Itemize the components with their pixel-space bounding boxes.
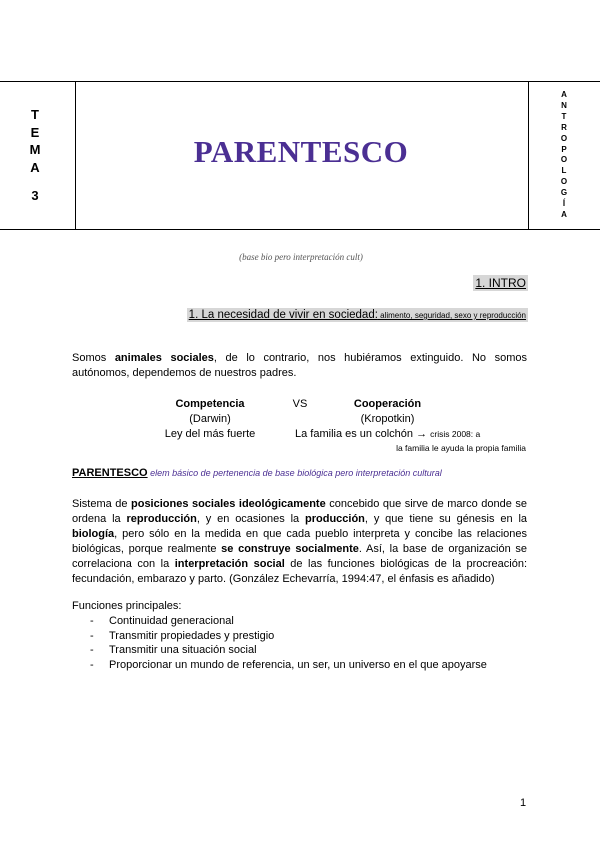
section-heading-intro: 1. INTRO <box>475 276 526 290</box>
subject-letter: R <box>561 122 567 132</box>
paragraph-definition <box>72 497 527 587</box>
paragraph-intro <box>72 351 527 381</box>
subject-letter: L <box>561 166 567 176</box>
subject-letter: G <box>560 188 568 198</box>
cooperacion-desc: La familia es un colchón <box>295 428 414 440</box>
emphasis: interpretación social <box>174 558 285 570</box>
list-item: - Proporcionar un mundo de referencia, un ser, un universo en el que apoyarse <box>90 658 487 673</box>
comparison-vs: VS <box>292 398 308 410</box>
tema-letter: M <box>29 142 41 157</box>
parentesco-label: PARENTESCO <box>72 467 148 479</box>
subject-letter: A <box>561 90 567 99</box>
tema-letter: A <box>30 159 40 175</box>
tema-label <box>26 106 44 205</box>
arrow: → <box>413 428 431 440</box>
subsection-note: alimento, seguridad, sexo y reproducción <box>377 311 526 320</box>
text: . Así, la base de organización se correlaciona con la <box>72 543 527 570</box>
list-item: - Continuidad generacional <box>90 614 487 629</box>
emphasis: posiciones sociales ideológicamente <box>131 498 326 510</box>
competencia-author: (Darwin) <box>189 413 231 425</box>
list-item: - Transmitir propiedades y prestigio <box>90 629 487 644</box>
emphasis: reproducción <box>126 513 197 525</box>
comparison-left <box>150 397 270 442</box>
text: , pero sólo en la medida en que cada pueblo interpreta y concibe las relaciones biológicas, porque realmente <box>72 528 527 555</box>
emphasis: se construye socialmente <box>221 543 359 555</box>
emphasis: animales sociales <box>114 352 214 364</box>
subject-letter: O <box>560 133 568 143</box>
page-title: PARENTESCO <box>193 134 409 169</box>
cooperacion-desc-line <box>295 427 480 442</box>
crisis-note: crisis 2008: a <box>430 429 481 439</box>
header-box <box>0 81 600 262</box>
emphasis: biología <box>72 528 115 540</box>
subject-letter: A <box>561 209 567 219</box>
text: de las funciones biológicas de la procreación: fecundación, embarazo y parto. (González Echevarría, 1994:47, el énfasis es añadido) <box>72 558 527 585</box>
text: , de lo contrario, nos hubiéramos extinguido. No somos autónomos, dependemos de nuestros padres. <box>72 352 527 379</box>
parentesco-definition <box>72 467 442 479</box>
subject-letter: Í <box>562 199 566 209</box>
subject-letter: O <box>560 177 568 187</box>
competencia-desc: Ley del más fuerte <box>164 428 256 440</box>
tema-letter: E <box>30 124 40 140</box>
text: , y en ocasiones la <box>196 513 306 525</box>
text: concebido que sirve de marco donde se ordena la <box>72 498 527 525</box>
parentesco-def: elem básico de pertenencia de base biológica pero interpretación cultural <box>147 468 442 478</box>
text: Somos <box>72 352 115 364</box>
cooperacion-author: (Kropotkin) <box>360 413 415 425</box>
subsection-main: 1. La necesidad de vivir en sociedad: <box>188 309 378 321</box>
subject-letter: O <box>560 155 568 165</box>
tema-number: 3 <box>31 188 39 203</box>
text: , y que tiene su génesis en la <box>364 513 528 525</box>
header-divider-right <box>528 82 529 229</box>
text: Sistema de <box>72 498 131 510</box>
subject-letter: P <box>561 144 567 154</box>
comparison-right <box>320 397 455 427</box>
competencia-title: Competencia <box>175 398 245 410</box>
functions-title: Funciones principales: <box>72 600 182 612</box>
list-item: - Transmitir una situación social <box>90 643 487 658</box>
subsection-heading <box>187 308 528 322</box>
crisis-note-2: la familia le ayuda la propia familia <box>396 443 526 453</box>
functions-list <box>90 614 487 672</box>
tema-letter: T <box>31 107 39 122</box>
subject-label <box>558 90 570 221</box>
page-subtitle: (base bio pero interpretación cult) <box>239 252 363 262</box>
page-number: 1 <box>520 797 527 809</box>
emphasis: producción <box>305 513 365 525</box>
subject-letter: N <box>561 100 567 110</box>
cooperacion-title: Cooperación <box>353 398 422 410</box>
subject-letter: T <box>561 111 567 121</box>
